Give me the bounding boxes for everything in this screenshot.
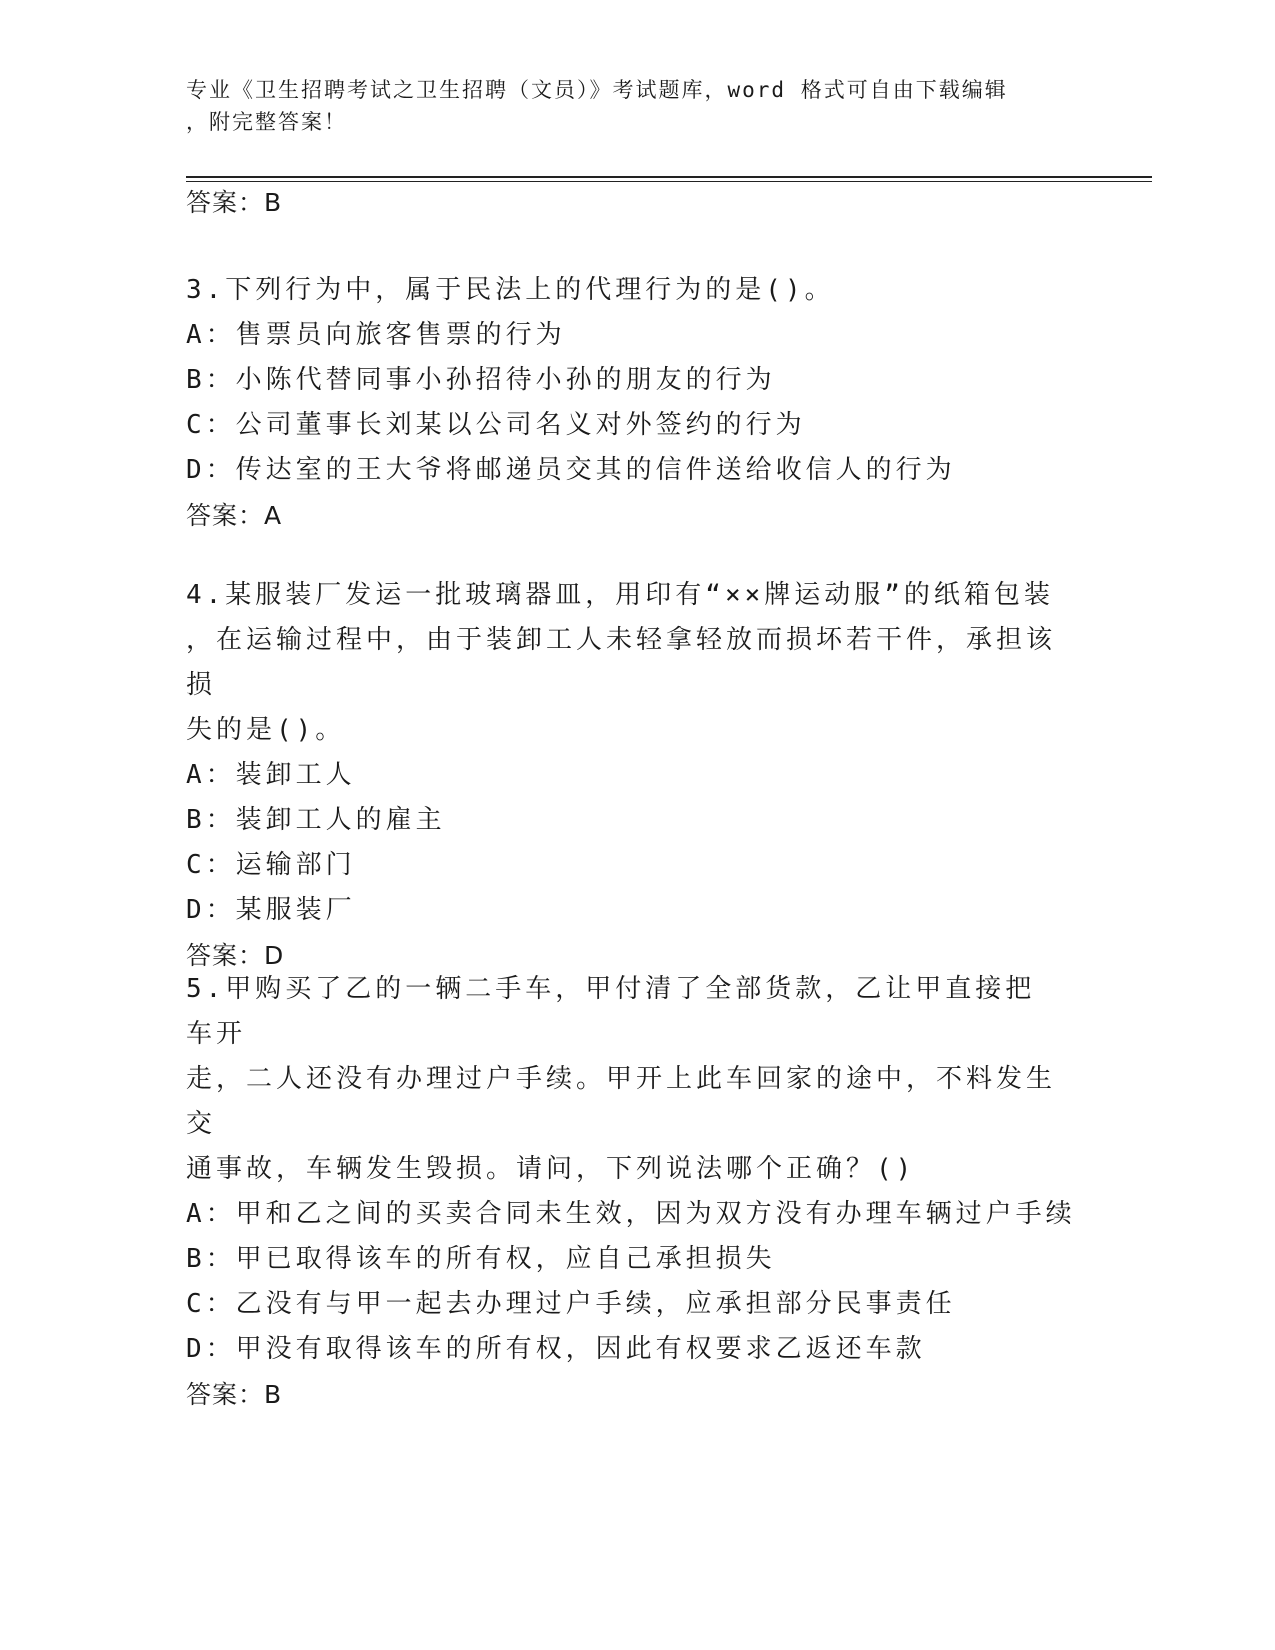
answer-value: B — [264, 188, 283, 217]
answer-label: 答案： — [186, 941, 265, 970]
option-b: B：甲已取得该车的所有权，应自己承担损失 — [186, 1244, 776, 1274]
header-rule-thick — [186, 176, 1152, 178]
answer-line-prev — [186, 180, 1186, 225]
option-a: A：装卸工人 — [186, 760, 356, 790]
question-stem-line: 3.下列行为中，属于民法上的代理行为的是()。 — [186, 275, 835, 305]
question-4 — [186, 573, 1186, 978]
header-line-1: 专业《卫生招聘考试之卫生招聘（文员）》考试题库，word 格式可自由下载编辑 — [186, 78, 1008, 102]
option-b: B：小陈代替同事小孙招待小孙的朋友的行为 — [186, 365, 776, 395]
question-stem-line: 失的是()。 — [186, 715, 346, 745]
option-d: D：某服装厂 — [186, 895, 356, 925]
question-stem-line: ，在运输过程中，由于装卸工人未轻拿轻放而损坏若干件，承担该损 — [186, 625, 1057, 700]
question-stem-line: 4.某服装厂发运一批玻璃器皿，用印有“××牌运动服”的纸箱包装 — [186, 580, 1054, 610]
option-c: C：乙没有与甲一起去办理过户手续，应承担部分民事责任 — [186, 1289, 956, 1319]
question-stem-line: 走，二人还没有办理过户手续。甲开上此车回家的途中，不料发生交 — [186, 1064, 1057, 1139]
question-stem-line: 通事故，车辆发生毁损。请问，下列说法哪个正确？() — [186, 1154, 916, 1184]
header-line-2: ，附完整答案！ — [186, 110, 347, 134]
question-3 — [186, 268, 1186, 538]
answer-label: 答案： — [186, 1380, 265, 1409]
option-d: D：甲没有取得该车的所有权，因此有权要求乙返还车款 — [186, 1334, 926, 1364]
option-d: D：传达室的王大爷将邮递员交其的信件送给收信人的行为 — [186, 455, 956, 485]
answer-line — [186, 1372, 1186, 1417]
answer-label: 答案： — [186, 501, 265, 530]
answer-value: A — [264, 501, 283, 530]
option-c: C：公司董事长刘某以公司名义对外签约的行为 — [186, 410, 806, 440]
answer-value: D — [264, 941, 285, 970]
option-b: B：装卸工人的雇主 — [186, 805, 446, 835]
document-header — [186, 74, 1086, 138]
answer-value: B — [264, 1380, 283, 1409]
option-c: C：运输部门 — [186, 850, 356, 880]
answer-label: 答案： — [186, 188, 265, 217]
answer-line — [186, 493, 1186, 538]
option-a: A：甲和乙之间的买卖合同未生效，因为双方没有办理车辆过户手续 — [186, 1199, 1076, 1229]
option-a: A：售票员向旅客售票的行为 — [186, 320, 566, 350]
question-5 — [186, 967, 1186, 1417]
question-stem-line: 5.甲购买了乙的一辆二手车，甲付清了全部货款，乙让甲直接把车开 — [186, 974, 1036, 1049]
